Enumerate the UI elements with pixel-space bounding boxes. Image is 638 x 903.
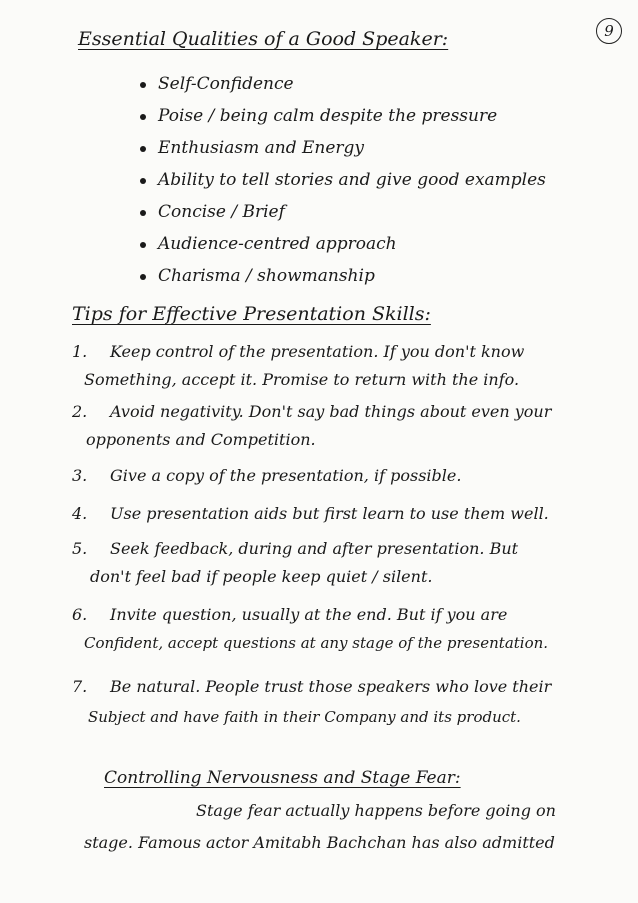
tip-number: 6.: [72, 605, 88, 624]
page-number: 9: [596, 18, 622, 44]
qualities-list: [140, 68, 546, 292]
tip-number: 1.: [72, 342, 88, 361]
tip-number: 2.: [72, 402, 88, 421]
list-item: Audience-centred approach: [140, 228, 546, 260]
tip-text: Avoid negativity. Don't say bad things about even your: [110, 402, 552, 421]
tip-text: Use presentation aids but first learn to use them well.: [110, 504, 549, 523]
tip-6-continued: Confident, accept questions at any stage of the presentation.: [84, 634, 549, 652]
tip-3: [72, 462, 461, 490]
list-item: Self-Confidence: [140, 68, 546, 100]
tip-number: 5.: [72, 539, 88, 558]
list-item: Ability to tell stories and give good examples: [140, 164, 546, 196]
tip-number: 7.: [72, 677, 88, 696]
tip-7: [72, 673, 551, 701]
list-item: Poise / being calm despite the pressure: [140, 100, 546, 132]
tip-1: [72, 338, 524, 366]
list-item: Enthusiasm and Energy: [140, 132, 546, 164]
tip-1-continued: Something, accept it. Promise to return with the info.: [84, 370, 520, 389]
tip-number: 4.: [72, 504, 88, 523]
tips-heading: Tips for Effective Presentation Skills:: [72, 303, 431, 325]
nervousness-text-line2: stage. Famous actor Amitabh Bachchan has also admitted: [84, 833, 555, 852]
tip-4: [72, 500, 549, 528]
tip-text: Keep control of the presentation. If you don't know: [110, 342, 525, 361]
tip-2-continued: opponents and Competition.: [86, 430, 316, 449]
tip-5: [72, 535, 518, 563]
tip-2: [72, 398, 551, 426]
qualities-heading: Essential Qualities of a Good Speaker:: [78, 28, 449, 50]
tip-text: Be natural. People trust those speakers who love their: [110, 677, 552, 696]
tip-text: Seek feedback, during and after presentation. But: [110, 539, 519, 558]
nervousness-heading: Controlling Nervousness and Stage Fear:: [104, 768, 461, 788]
list-item: Concise / Brief: [140, 196, 546, 228]
tip-number: 3.: [72, 466, 88, 485]
tip-text: Give a copy of the presentation, if possible.: [110, 466, 462, 485]
tip-text: Invite question, usually at the end. But if you are: [110, 605, 508, 624]
tip-5-continued: don't feel bad if people keep quiet / silent.: [90, 567, 433, 586]
tip-6: [72, 601, 507, 629]
tip-7-continued: Subject and have faith in their Company and its product.: [88, 708, 521, 726]
nervousness-text-line1: Stage fear actually happens before going on: [196, 801, 556, 820]
list-item: Charisma / showmanship: [140, 260, 546, 292]
